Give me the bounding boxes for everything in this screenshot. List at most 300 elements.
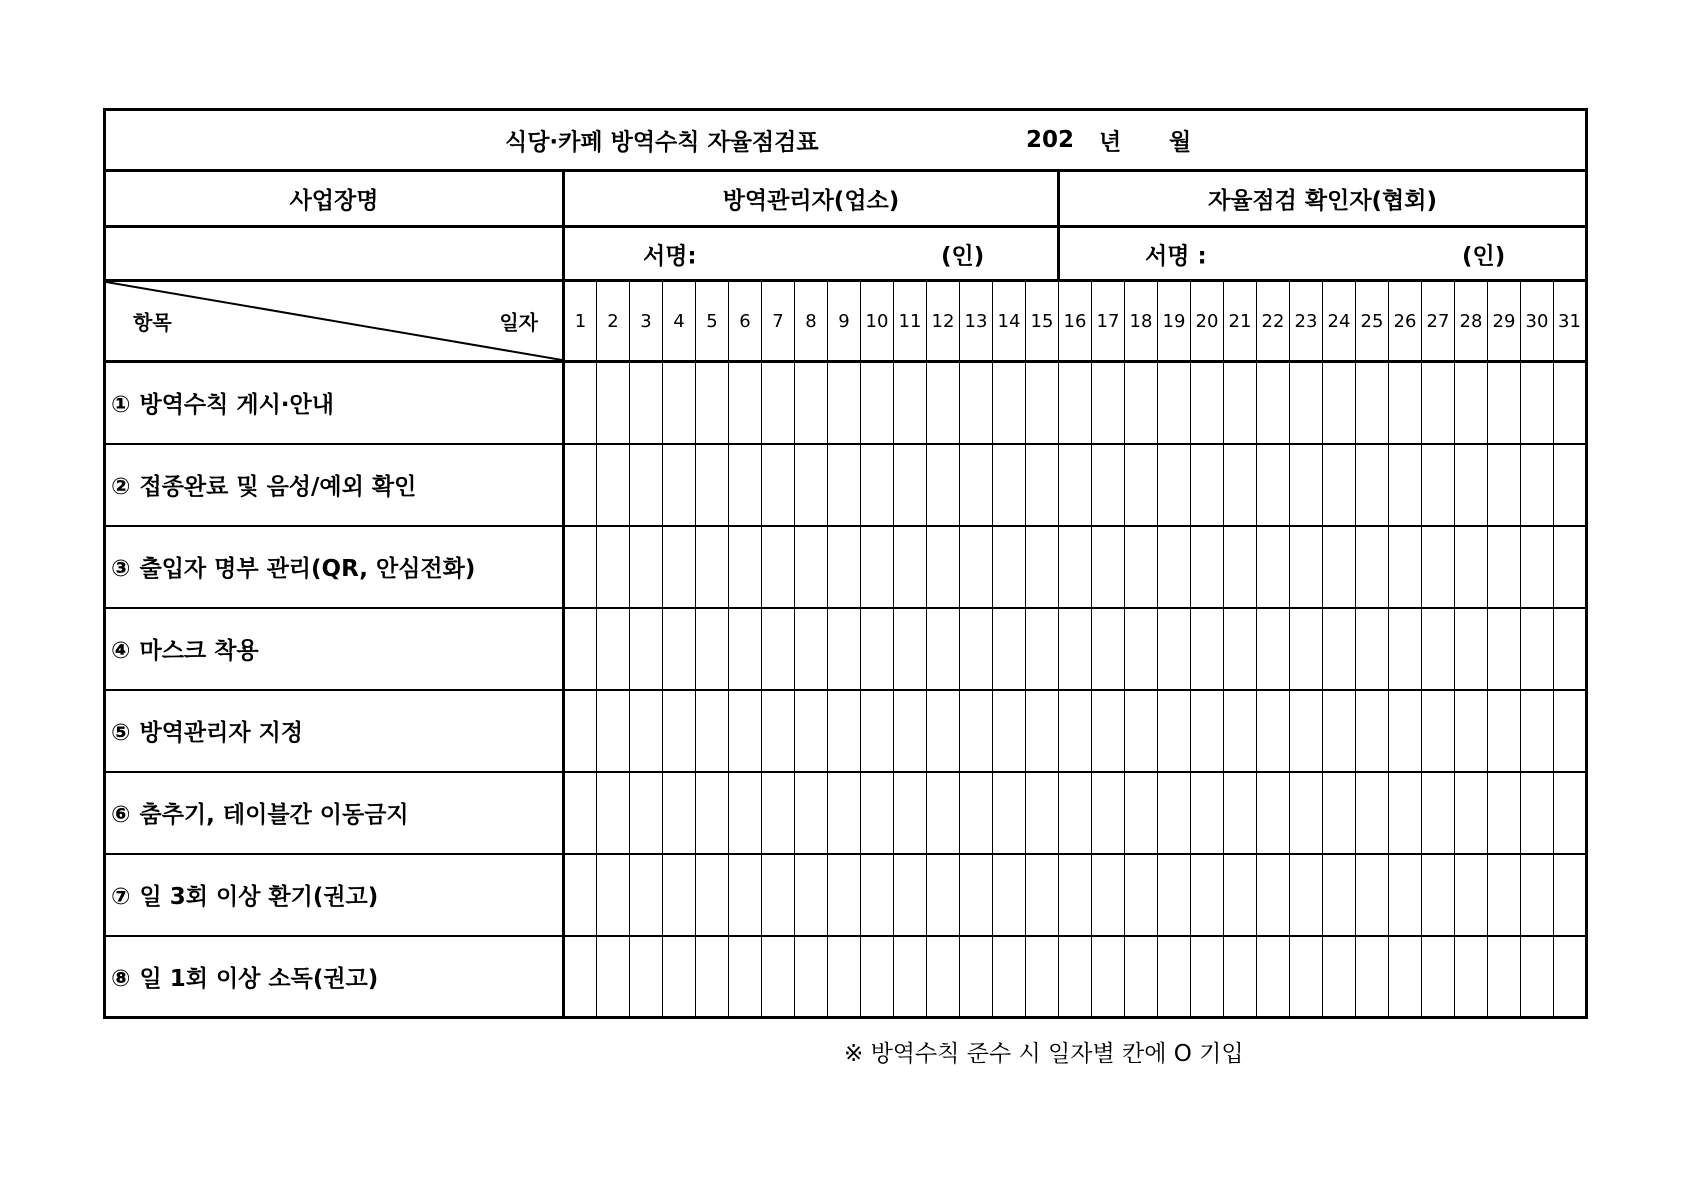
check-cell: [894, 772, 927, 854]
check-cell: [1092, 772, 1125, 854]
check-cell: [564, 772, 597, 854]
check-cell: [729, 608, 762, 690]
check-cell: [1125, 772, 1158, 854]
check-cell: [993, 936, 1026, 1018]
check-cell: [1059, 690, 1092, 772]
check-cell: [1455, 526, 1488, 608]
check-cell: [597, 526, 630, 608]
check-cell: [1191, 690, 1224, 772]
day-header-cell: 6: [729, 281, 762, 362]
check-cell: [828, 936, 861, 1018]
check-cell: [795, 936, 828, 1018]
business-name-header: 사업장명: [105, 171, 564, 227]
check-cell: [861, 444, 894, 526]
check-cell: [1158, 772, 1191, 854]
checklist-table: [103, 108, 1588, 1019]
item-marker: ①: [111, 392, 131, 419]
check-cell: [1257, 936, 1290, 1018]
check-cell: [663, 690, 696, 772]
check-cell: [1026, 772, 1059, 854]
item-label: 출입자 명부 관리(QR, 안심전화): [139, 556, 476, 582]
check-cell: [1125, 690, 1158, 772]
checklist-row: [105, 608, 1587, 690]
check-cell: [1158, 444, 1191, 526]
check-cell: [1290, 690, 1323, 772]
check-cell: [1257, 690, 1290, 772]
check-cell: [1422, 362, 1455, 444]
check-cell: [762, 690, 795, 772]
check-cell: [729, 526, 762, 608]
diagonal-divider: [106, 282, 562, 360]
check-cell: [1224, 690, 1257, 772]
footnote: ※ 방역수칙 준수 시 일자별 칸에 O 기입: [844, 1041, 1244, 1067]
check-cell: [1092, 362, 1125, 444]
day-header-cell: 2: [597, 281, 630, 362]
check-cell: [795, 444, 828, 526]
check-cell: [894, 854, 927, 936]
check-cell: [663, 362, 696, 444]
item-label: 일 3회 이상 환기(권고): [139, 884, 379, 910]
item-cell: [105, 772, 564, 854]
check-cell: [1191, 854, 1224, 936]
day-header-cell: 31: [1554, 281, 1587, 362]
check-cell: [894, 362, 927, 444]
check-cell: [927, 608, 960, 690]
manager-seal-mark: (인): [941, 243, 985, 269]
check-cell: [1290, 526, 1323, 608]
check-cell: [696, 772, 729, 854]
check-cell: [795, 362, 828, 444]
check-cell: [1059, 444, 1092, 526]
check-cell: [1191, 444, 1224, 526]
check-cell: [894, 690, 927, 772]
item-marker: ⑧: [111, 965, 131, 992]
check-cell: [1389, 526, 1422, 608]
check-cell: [663, 854, 696, 936]
check-cell: [1554, 936, 1587, 1018]
item-cell: [105, 936, 564, 1018]
check-cell: [1026, 608, 1059, 690]
check-cell: [696, 936, 729, 1018]
check-cell: [927, 444, 960, 526]
check-cell: [729, 444, 762, 526]
check-cell: [1389, 690, 1422, 772]
check-cell: [630, 690, 663, 772]
check-cell: [960, 854, 993, 936]
check-cell: [729, 362, 762, 444]
checklist-row: [105, 690, 1587, 772]
check-cell: [1224, 444, 1257, 526]
title-row: [105, 110, 1587, 171]
check-cell: [1290, 362, 1323, 444]
check-cell: [1389, 936, 1422, 1018]
check-cell: [762, 444, 795, 526]
check-cell: [828, 362, 861, 444]
check-cell: [1323, 936, 1356, 1018]
check-cell: [1224, 772, 1257, 854]
check-cell: [795, 690, 828, 772]
checklist-form: [103, 108, 1588, 1019]
check-cell: [795, 854, 828, 936]
day-header-cell: 28: [1455, 281, 1488, 362]
day-header-cell: 17: [1092, 281, 1125, 362]
check-cell: [1290, 936, 1323, 1018]
check-cell: [1290, 772, 1323, 854]
day-header-cell: 21: [1224, 281, 1257, 362]
check-cell: [861, 936, 894, 1018]
manager-header: 방역관리자(업소): [564, 171, 1059, 227]
check-cell: [960, 772, 993, 854]
check-cell: [993, 362, 1026, 444]
item-marker: ⑤: [111, 720, 131, 746]
check-cell: [828, 608, 861, 690]
check-cell: [597, 608, 630, 690]
check-cell: [1125, 936, 1158, 1018]
item-label: 접종완료 및 음성/예외 확인: [139, 474, 417, 500]
check-cell: [1158, 526, 1191, 608]
day-header-cell: 11: [894, 281, 927, 362]
signature-row: [105, 227, 1587, 281]
check-cell: [828, 772, 861, 854]
check-cell: [1389, 608, 1422, 690]
check-cell: [1422, 936, 1455, 1018]
check-cell: [1257, 608, 1290, 690]
check-cell: [1488, 608, 1521, 690]
check-cell: [597, 690, 630, 772]
check-cell: [1257, 526, 1290, 608]
check-cell: [1488, 362, 1521, 444]
check-cell: [861, 526, 894, 608]
check-cell: [1257, 444, 1290, 526]
day-header-cell: 13: [960, 281, 993, 362]
check-cell: [1422, 772, 1455, 854]
check-cell: [1059, 936, 1092, 1018]
check-cell: [1455, 936, 1488, 1018]
check-cell: [597, 362, 630, 444]
check-cell: [861, 608, 894, 690]
check-cell: [1290, 854, 1323, 936]
check-cell: [1224, 608, 1257, 690]
check-cell: [1455, 444, 1488, 526]
check-cell: [1092, 526, 1125, 608]
check-cell: [960, 362, 993, 444]
check-cell: [1092, 854, 1125, 936]
check-cell: [1554, 362, 1587, 444]
item-label: 방역수칙 게시·안내: [139, 392, 334, 419]
check-cell: [1290, 608, 1323, 690]
month-unit-label: 월: [1169, 129, 1192, 156]
check-cell: [1554, 608, 1587, 690]
check-cell: [894, 608, 927, 690]
check-cell: [1125, 608, 1158, 690]
check-cell: [1323, 526, 1356, 608]
check-cell: [1092, 690, 1125, 772]
check-cell: [993, 608, 1026, 690]
business-name-field: [105, 227, 564, 281]
item-marker: ④: [111, 638, 131, 664]
check-cell: [795, 526, 828, 608]
check-cell: [1059, 608, 1092, 690]
check-cell: [1092, 444, 1125, 526]
check-cell: [663, 772, 696, 854]
check-cell: [729, 936, 762, 1018]
check-cell: [1026, 526, 1059, 608]
day-header-cell: 22: [1257, 281, 1290, 362]
check-cell: [729, 854, 762, 936]
check-cell: [762, 936, 795, 1018]
check-cell: [762, 362, 795, 444]
check-cell: [1224, 854, 1257, 936]
check-cell: [1488, 526, 1521, 608]
check-cell: [762, 526, 795, 608]
check-cell: [1224, 362, 1257, 444]
check-cell: [630, 772, 663, 854]
date-axis-label: 일자: [499, 310, 538, 335]
check-cell: [597, 444, 630, 526]
check-cell: [1554, 526, 1587, 608]
check-cell: [1158, 690, 1191, 772]
check-cell: [1323, 772, 1356, 854]
check-cell: [1554, 690, 1587, 772]
check-cell: [1026, 690, 1059, 772]
check-cell: [762, 854, 795, 936]
day-header-cell: 4: [663, 281, 696, 362]
check-cell: [1290, 444, 1323, 526]
check-cell: [1323, 362, 1356, 444]
year-field: 202: [1026, 127, 1075, 153]
check-cell: [564, 362, 597, 444]
check-cell: [828, 690, 861, 772]
check-cell: [1125, 854, 1158, 936]
check-cell: [993, 526, 1026, 608]
checklist-row: [105, 936, 1587, 1018]
checklist-row: [105, 854, 1587, 936]
day-header-cell: 12: [927, 281, 960, 362]
check-cell: [762, 772, 795, 854]
check-cell: [927, 936, 960, 1018]
check-cell: [1323, 854, 1356, 936]
check-cell: [663, 936, 696, 1018]
item-cell: [105, 444, 564, 526]
check-cell: [1356, 690, 1389, 772]
check-cell: [1488, 772, 1521, 854]
check-cell: [1521, 690, 1554, 772]
check-cell: [1356, 362, 1389, 444]
check-cell: [564, 608, 597, 690]
check-cell: [960, 444, 993, 526]
check-cell: [1488, 936, 1521, 1018]
check-cell: [1257, 854, 1290, 936]
check-cell: [597, 772, 630, 854]
check-cell: [1389, 362, 1422, 444]
form-title: 식당·카페 방역수칙 자율점검표: [505, 129, 819, 156]
day-header-cell: 8: [795, 281, 828, 362]
day-header-cell: 16: [1059, 281, 1092, 362]
confirmer-seal-mark: (인): [1462, 243, 1506, 269]
check-cell: [1092, 936, 1125, 1018]
item-marker: ②: [111, 474, 131, 500]
check-cell: [564, 690, 597, 772]
check-cell: [1356, 526, 1389, 608]
check-cell: [1356, 936, 1389, 1018]
item-label: 일 1회 이상 소독(권고): [139, 965, 379, 992]
check-cell: [1026, 936, 1059, 1018]
check-cell: [1389, 854, 1422, 936]
check-cell: [960, 608, 993, 690]
check-cell: [1323, 608, 1356, 690]
day-header-cell: 5: [696, 281, 729, 362]
check-cell: [993, 854, 1026, 936]
check-cell: [597, 936, 630, 1018]
check-cell: [1356, 772, 1389, 854]
checklist-row: [105, 526, 1587, 608]
check-cell: [1422, 608, 1455, 690]
check-cell: [1059, 772, 1092, 854]
day-header-cell: 7: [762, 281, 795, 362]
check-cell: [828, 444, 861, 526]
item-cell: [105, 362, 564, 444]
day-header-cell: 1: [564, 281, 597, 362]
item-marker: ③: [111, 556, 131, 582]
item-label: 마스크 착용: [139, 638, 259, 664]
check-cell: [960, 526, 993, 608]
item-cell: [105, 526, 564, 608]
confirmer-signature-label: 서명 :: [1145, 243, 1207, 269]
check-cell: [1455, 690, 1488, 772]
checklist-row: [105, 772, 1587, 854]
check-cell: [564, 854, 597, 936]
check-cell: [564, 936, 597, 1018]
day-header-cell: 23: [1290, 281, 1323, 362]
check-cell: [663, 526, 696, 608]
check-cell: [1026, 362, 1059, 444]
year-unit-label: 년: [1099, 129, 1122, 156]
check-cell: [960, 690, 993, 772]
check-cell: [1389, 444, 1422, 526]
check-cell: [1158, 362, 1191, 444]
manager-signature-label: 서명:: [643, 243, 697, 269]
check-cell: [1521, 772, 1554, 854]
check-cell: [1389, 772, 1422, 854]
check-cell: [1521, 444, 1554, 526]
check-cell: [1191, 608, 1224, 690]
check-cell: [1191, 772, 1224, 854]
item-label: 춤추기, 테이블간 이동금지: [139, 802, 409, 828]
day-header-cell: 24: [1323, 281, 1356, 362]
day-header-cell: 20: [1191, 281, 1224, 362]
check-cell: [1059, 362, 1092, 444]
check-cell: [1422, 444, 1455, 526]
day-header-row: [105, 281, 1587, 362]
check-cell: [1455, 854, 1488, 936]
check-cell: [861, 772, 894, 854]
check-cell: [1191, 362, 1224, 444]
manager-signature-cell: [564, 227, 1059, 281]
check-cell: [1488, 854, 1521, 936]
checklist-row: [105, 444, 1587, 526]
check-cell: [1026, 444, 1059, 526]
check-cell: [597, 854, 630, 936]
item-axis-label: 항목: [133, 310, 172, 335]
check-cell: [1521, 362, 1554, 444]
day-header-cell: 10: [861, 281, 894, 362]
day-header-cell: 27: [1422, 281, 1455, 362]
check-cell: [927, 854, 960, 936]
check-cell: [564, 444, 597, 526]
item-marker: ⑦: [111, 884, 131, 910]
check-cell: [1554, 854, 1587, 936]
item-cell: [105, 608, 564, 690]
check-cell: [630, 854, 663, 936]
check-cell: [1554, 444, 1587, 526]
check-cell: [1257, 362, 1290, 444]
check-cell: [828, 854, 861, 936]
check-cell: [1422, 690, 1455, 772]
header-row: [105, 171, 1587, 227]
checklist-body: [105, 110, 1587, 1018]
check-cell: [696, 690, 729, 772]
check-cell: [927, 526, 960, 608]
check-cell: [1026, 854, 1059, 936]
item-marker: ⑥: [111, 802, 131, 828]
title-cell: [105, 110, 1587, 171]
check-cell: [696, 854, 729, 936]
check-cell: [795, 608, 828, 690]
check-cell: [1521, 608, 1554, 690]
check-cell: [828, 526, 861, 608]
check-cell: [1059, 854, 1092, 936]
day-header-cell: 9: [828, 281, 861, 362]
check-cell: [630, 608, 663, 690]
check-cell: [1125, 526, 1158, 608]
check-cell: [1158, 854, 1191, 936]
check-cell: [729, 690, 762, 772]
item-cell: [105, 690, 564, 772]
check-cell: [663, 608, 696, 690]
day-header-cell: 15: [1026, 281, 1059, 362]
day-header-cell: 3: [630, 281, 663, 362]
check-cell: [1191, 936, 1224, 1018]
check-cell: [630, 362, 663, 444]
check-cell: [729, 772, 762, 854]
check-cell: [927, 362, 960, 444]
day-header-cell: 26: [1389, 281, 1422, 362]
check-cell: [1521, 936, 1554, 1018]
check-cell: [861, 854, 894, 936]
check-cell: [1257, 772, 1290, 854]
check-cell: [1158, 936, 1191, 1018]
check-cell: [696, 526, 729, 608]
check-cell: [696, 608, 729, 690]
item-date-corner-cell: [105, 281, 564, 362]
check-cell: [1125, 444, 1158, 526]
check-cell: [1356, 608, 1389, 690]
check-cell: [630, 526, 663, 608]
confirmer-signature-cell: [1059, 227, 1587, 281]
confirmer-header: 자율점검 확인자(협회): [1059, 171, 1587, 227]
day-header-cell: 18: [1125, 281, 1158, 362]
check-cell: [1158, 608, 1191, 690]
check-cell: [1059, 526, 1092, 608]
check-cell: [1521, 854, 1554, 936]
check-cell: [762, 608, 795, 690]
check-cell: [1356, 444, 1389, 526]
check-cell: [1488, 444, 1521, 526]
check-cell: [993, 444, 1026, 526]
check-cell: [1224, 936, 1257, 1018]
check-cell: [1323, 444, 1356, 526]
check-cell: [795, 772, 828, 854]
